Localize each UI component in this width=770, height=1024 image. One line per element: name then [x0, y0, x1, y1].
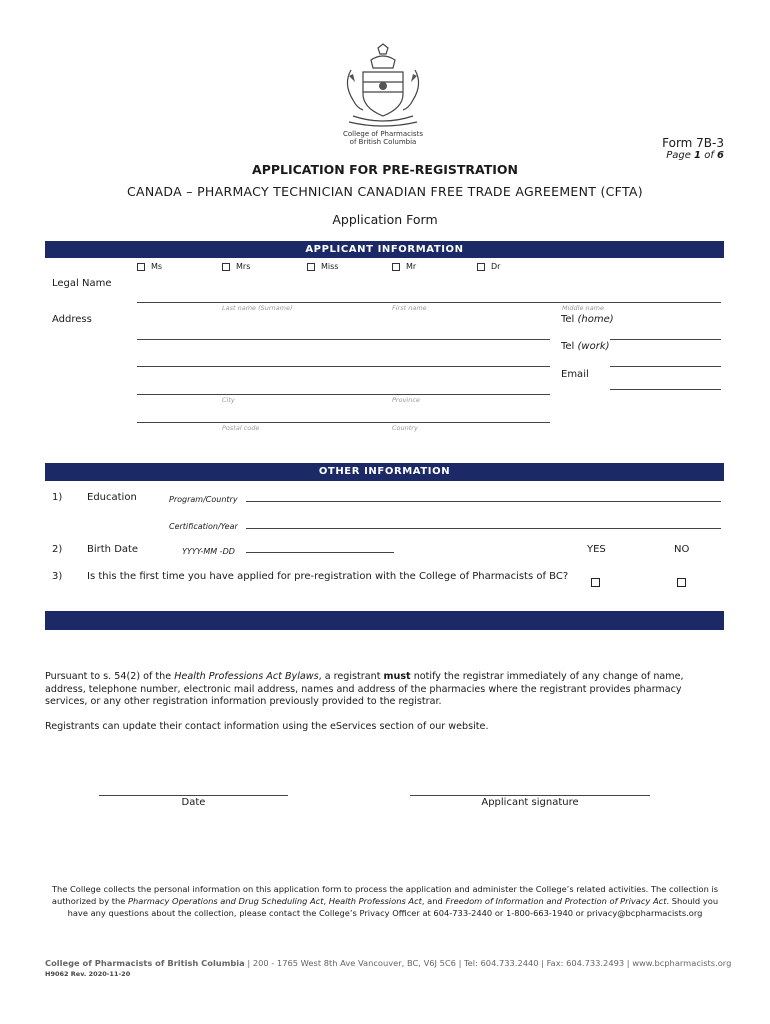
first-time-yes-checkbox[interactable]: [591, 572, 600, 591]
program-country-label: Program/Country: [169, 495, 238, 504]
certification-year-label: Certification/Year: [169, 522, 238, 531]
tel-work-label: Tel (work): [561, 341, 610, 352]
checkbox-icon: [677, 578, 686, 587]
eservices-note: Registrants can update their contact information using the eServices section of our website.: [45, 721, 489, 732]
legal-name-label: Legal Name: [52, 278, 112, 289]
privacy-notice: The College collects the personal information on this application form to process the application and administer the College’s related activities. The collection is authorized by the Pharmacy Operations and Drug Scheduling Act, Health Professions Act, and Freedom of Information and Protection of Privacy Act. Should you have any questions about the collection, please contact the College’s Privacy Officer at 604-733-2440 or 1-800-663-1940 or privacy@bcpharmacists.org: [51, 884, 719, 918]
salutation-miss-checkbox[interactable]: Miss: [307, 262, 338, 271]
hint-province: Province: [392, 396, 420, 404]
salutation-mrs-checkbox[interactable]: Mrs: [222, 262, 250, 271]
birth-date-format: YYYY-MM -DD: [182, 547, 235, 556]
legal-name-field[interactable]: [137, 302, 721, 303]
salutation-dr-checkbox[interactable]: Dr: [477, 262, 500, 271]
education-label: Education: [87, 492, 137, 503]
tel-work-field[interactable]: [610, 366, 721, 367]
logo-text-line-1: College of Pharmacists: [343, 130, 423, 138]
birth-date-label: Birth Date: [87, 544, 139, 555]
certification-year-field[interactable]: [246, 528, 721, 529]
q3-number: 3): [52, 571, 63, 582]
hint-postal-code: Postal code: [222, 424, 260, 432]
program-country-field[interactable]: [246, 501, 721, 502]
q1-number: 1): [52, 492, 63, 503]
applicant-signature-label: Applicant signature: [481, 797, 579, 808]
no-header: NO: [674, 544, 690, 555]
address-line-2[interactable]: [137, 366, 550, 367]
form-number: Form 7B-3: [662, 136, 724, 150]
first-time-no-checkbox[interactable]: [677, 572, 686, 591]
footer-contact: College of Pharmacists of British Columbia | 200 - 1765 West 8th Ave Vancouver, BC, V6J 5C6 | Tel: 604.733.2440 | Fax: 604.733.2493 | www.bcpharmacists.org: [45, 958, 732, 968]
section-divider-bar: [45, 611, 724, 630]
birth-date-field[interactable]: [246, 552, 394, 553]
hint-country: Country: [392, 424, 418, 432]
college-logo: [333, 42, 433, 150]
postal-country-field[interactable]: [137, 422, 550, 423]
address-line-1[interactable]: [137, 339, 550, 340]
hint-first-name: First name: [392, 304, 427, 312]
first-time-question: Is this the first time you have applied for pre-registration with the College of Pharmacists of BC?: [87, 571, 569, 582]
tel-home-field[interactable]: [610, 339, 721, 340]
salutation-ms-checkbox[interactable]: Ms: [137, 262, 162, 271]
date-label: Date: [181, 797, 206, 808]
hint-last-name: Last name (Surname): [222, 304, 293, 312]
footer-revision: H9062 Rev. 2020-11-20: [45, 970, 131, 978]
page-indicator: Page 1 of 6: [666, 150, 724, 161]
other-info-bar: OTHER INFORMATION: [45, 463, 724, 481]
hint-middle-name: Middle name: [562, 304, 604, 312]
applicant-info-bar: APPLICANT INFORMATION: [45, 241, 724, 258]
q2-number: 2): [52, 544, 63, 555]
form-title: Application Form: [332, 212, 438, 227]
address-label: Address: [52, 314, 92, 325]
notice-paragraph: Pursuant to s. 54(2) of the Health Professions Act Bylaws, a registrant must notify the registrar immediately of any change of name, address, telephone number, electronic mail address, names and address of the pharmacies where the registrant provides pharmacy services, or any other registration information previously provided to the registrar.: [45, 671, 684, 707]
checkbox-icon: [591, 578, 600, 587]
yes-header: YES: [587, 544, 606, 555]
date-signature-line[interactable]: [99, 795, 288, 796]
sub-title: CANADA – PHARMACY TECHNICIAN CANADIAN FREE TRADE AGREEMENT (CFTA): [127, 184, 643, 199]
main-title: APPLICATION FOR PRE-REGISTRATION: [252, 162, 518, 177]
hint-city: City: [222, 396, 235, 404]
salutation-mr-checkbox[interactable]: Mr: [392, 262, 416, 271]
email-label: Email: [561, 369, 589, 380]
tel-home-label: Tel (home): [561, 314, 614, 325]
email-field[interactable]: [610, 389, 721, 390]
coat-of-arms-icon: [333, 42, 433, 130]
city-province-field[interactable]: [137, 394, 550, 395]
applicant-signature-line[interactable]: [410, 795, 650, 796]
logo-text-line-2: of British Columbia: [349, 138, 417, 146]
